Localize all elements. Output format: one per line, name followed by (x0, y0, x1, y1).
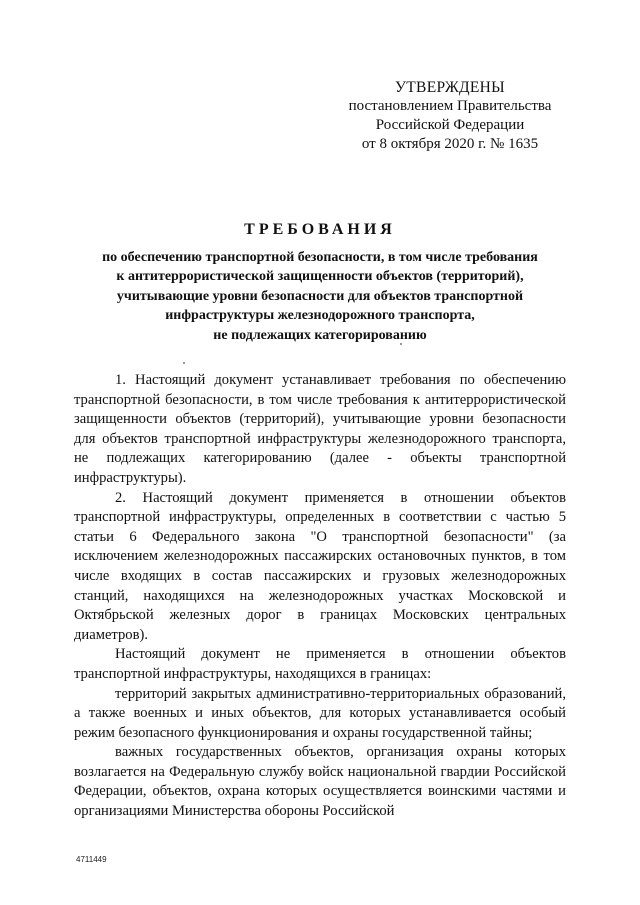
approval-line-2: Российской Федерации (375, 117, 525, 133)
subtitle-line: по обеспечению транспортной безопасности, в том числе требования (102, 250, 538, 265)
paragraph-5: важных государственных объектов, организация охраны которых возлагается на Федеральную службу войск национальной гвардии Российской Федерации, объектов, охрана которых осуществляется воинскими частями и организациями Министерства обороны Российской (74, 744, 566, 820)
document-subtitle (70, 248, 570, 345)
subtitle-line: к антитеррористической защищенности объектов (территорий), (116, 269, 524, 285)
document-title: ТРЕБОВАНИЯ (244, 221, 396, 238)
footer-code: 4711449 (76, 855, 107, 864)
document-body (74, 371, 566, 822)
subtitle-line: инфраструктуры железнодорожного транспорта, (165, 308, 475, 324)
paragraph-4: территорий закрытых административно-территориальных образований, а также военных и иных объектов, для которых устанавливается особый режим безопасного функционирования и охраны государственной тайны; (74, 685, 566, 741)
subtitle-line: не подлежащих категорированию (213, 327, 427, 343)
subtitle-line: учитывающие уровни безопасности для объектов транспортной (116, 288, 524, 304)
scan-speck (183, 362, 185, 364)
paragraph-3: Настоящий документ не применяется в отношении объектов транспортной инфраструктуры, находящихся в границах: (74, 646, 566, 682)
approval-line-3: от 8 октября 2020 г. № 1635 (361, 136, 539, 152)
approval-line-1: постановлением Правительства (348, 98, 552, 114)
approval-stamp (300, 78, 600, 154)
approval-heading: УТВЕРЖДЕНЫ (395, 79, 505, 96)
scan-speck (400, 343, 402, 345)
paragraph-2: 2. Настоящий документ применяется в отношении объектов транспортной инфраструктуры, определенных в соответствии с частью 5 статьи 6 Федерального закона "О транспортной безопасности" (за исключением железнодорожных пассажирских остановочных пунктов, в том числе входящих в состав пассажирских и грузовых железнодорожных станций, находящихся на железнодорожных участках Московской и Октябрьской железных дорог в границах Московских центральных диаметров). (74, 489, 566, 643)
paragraph-1: 1. Настоящий документ устанавливает требования по обеспечению транспортной безопасности, в том числе требования к антитеррористической защищенности объектов (территорий), учитывающие уровни безопасности для объектов транспортной инфраструктуры железнодорожного транспорта, не подлежащих категорированию (далее - объекты транспортной инфраструктуры). (74, 372, 566, 486)
